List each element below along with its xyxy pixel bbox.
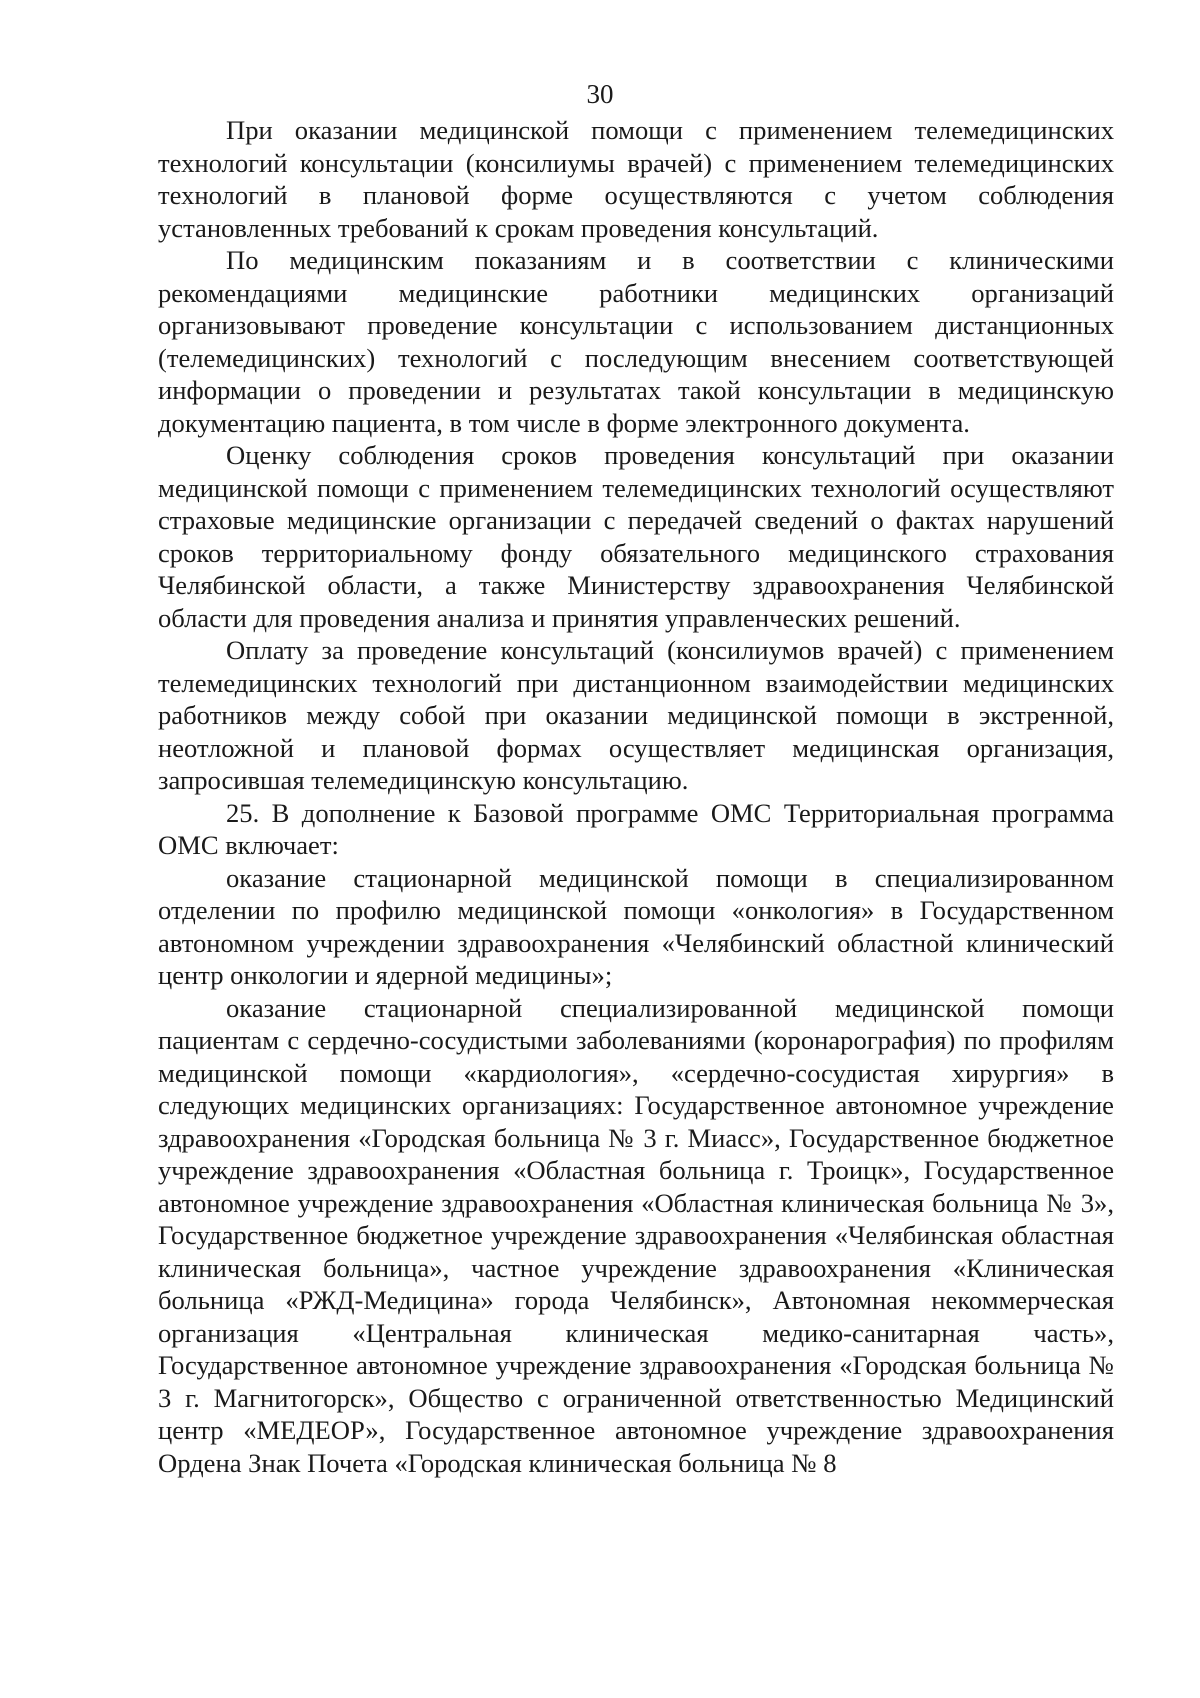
paragraph-item-25: 25. В дополнение к Базовой программе ОМС Территориальная программа ОМС включает: <box>158 797 1114 860</box>
paragraph-payment: Оплату за проведение консультаций (консилиумов врачей) с применением телемедицинских технологий при дистанционном взаимодействии медицинских работников между собой при оказании медицинской помощи в экстренной, неотложной и плановой формах осуществляет медицинская организация, запросившая телемедицинскую консультацию. <box>158 635 1114 795</box>
paragraph-medical-indications: По медицинским показаниям и в соответствии с клиническими рекомендациями медицинские работники медицинских организаций организовывают проведение консультации с использованием дистанционных (телемедицинских) технологий с последующим внесением соответствующей информации о проведении и результатах такой консультации в медицинскую документацию пациента, в том числе в форме электронного документа. <box>158 245 1114 438</box>
paragraph-cardiology: оказание стационарной специализированной медицинской помощи пациентам с сердечно-сосудистыми заболеваниями (коронарография) по профилям медицинской помощи «кардиология», «сердечно-сосудистая хирургия» в следующих медицинских организациях: Государственное автономное учреждение здравоохранения «Городская больница № 3 г. Миасс», Государственное бюджетное учреждение здравоохранения «Областная больница г. Троицк», Государственное автономное учреждение здравоохранения «Областная клиническая больница № 3», Государственное бюджетное учреждение здравоохранения «Челябинская областная клиническая больница», частное учреждение здравоохранения «Клиническая больница «РЖД-Медицина» города Челябинск», Автономная некоммерческая организация «Центральная клиническая медико-санитарная часть», Государственное автономное учреждение здравоохранения «Городская больница № 3 г. Магнитогорск», Общество с ограниченной ответственностью Медицинский центр «МЕДЕОР», Государственное автономное учреждение здравоохранения Ордена Знак Почета «Городская клиническая больница № 8 <box>158 992 1114 1478</box>
paragraph-oncology: оказание стационарной медицинской помощи в специализированном отделении по профилю медицинской помощи «онкология» в Государственном автономном учреждении здравоохранения «Челябинский областной клинический центр онкологии и ядерной медицины»; <box>158 862 1114 990</box>
paragraph-deadline-assessment: Оценку соблюдения сроков проведения консультаций при оказании медицинской помощи с применением телемедицинских технологий осуществляют страховые медицинские организации с передачей сведений о фактах нарушений сроков территориальному фонду обязательного медицинского страхования Челябинской области, а также Министерству здравоохранения Челябинской области для проведения анализа и принятия управленческих решений. <box>158 440 1114 633</box>
document-body <box>158 114 1114 1479</box>
page-number: 30 <box>586 79 614 109</box>
paragraph-telemedicine-planned: При оказании медицинской помощи с применением телемедицинских технологий консультации (консилиумы врачей) с применением телемедицинских технологий в плановой форме осуществляются с учетом соблюдения установленных требований к срокам проведения консультаций. <box>158 115 1114 243</box>
